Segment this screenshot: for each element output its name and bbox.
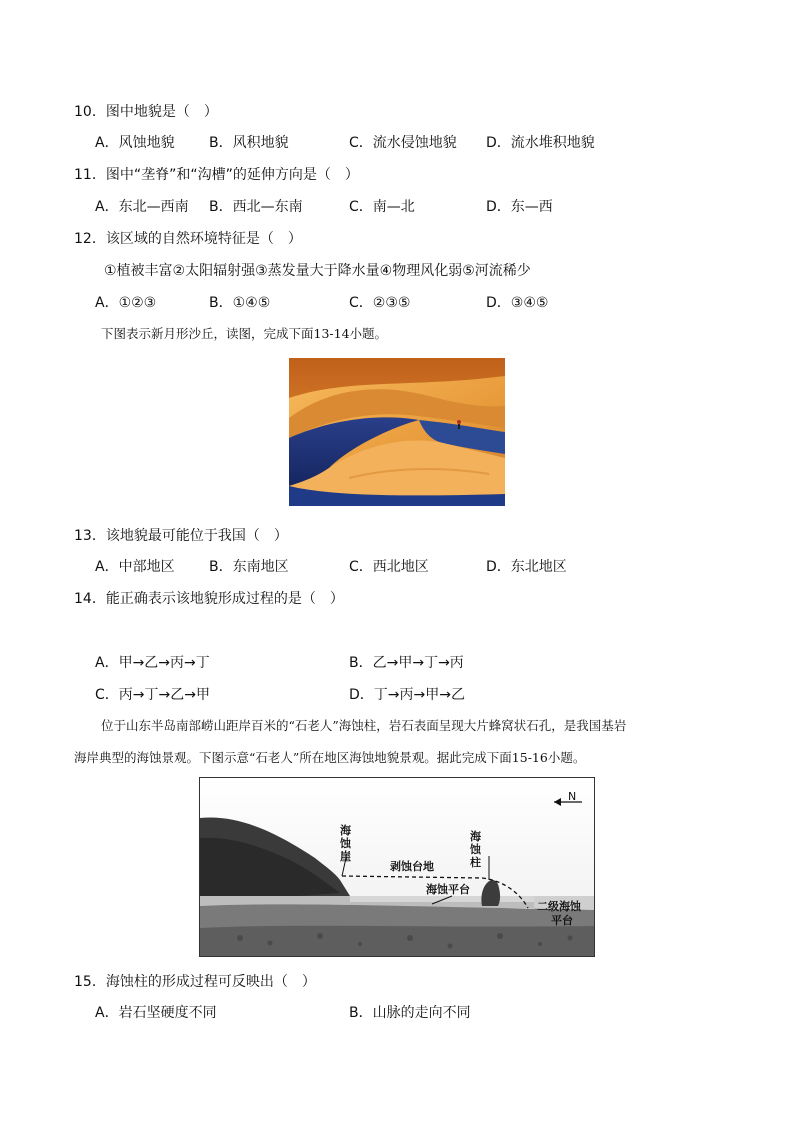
platform2-label-1: 二级海蚀 xyxy=(537,900,581,913)
q11-option-d: D．东—西 xyxy=(486,199,553,215)
q13-option-b: B．东南地区 xyxy=(209,559,289,575)
intro-15-16-line2: 海岸典型的海蚀景观。下图示意“石老人”所在地区海蚀地貌景观。据此完成下面15-16小题。 xyxy=(74,750,586,765)
sea-stack-label-2: 蚀 xyxy=(470,843,481,856)
platform2-label-2: 平台 xyxy=(551,914,573,927)
q15-option-a: A．岩石坚硬度不同 xyxy=(95,1005,217,1021)
q14-option-b: B．乙→甲→丁→丙 xyxy=(349,655,464,671)
q11-option-b: B．西北—东南 xyxy=(209,199,303,215)
q14-option-c: C．丙→丁→乙→甲 xyxy=(95,687,210,703)
q13-option-a: A．中部地区 xyxy=(95,559,175,575)
sea-erosion-figure xyxy=(199,777,595,957)
q12-option-c: C．②③⑤ xyxy=(349,295,411,311)
q11-stem: 11．图中“垄脊”和“沟槽”的延伸方向是（ ） xyxy=(74,167,359,183)
intro-13-14: 下图表示新月形沙丘，读图，完成下面13-14小题。 xyxy=(101,326,388,341)
q11-option-a: A．东北—西南 xyxy=(95,199,189,215)
sea-cliff-label-3: 崖 xyxy=(340,850,351,863)
q15-option-b: B．山脉的走向不同 xyxy=(349,1005,471,1021)
q14-option-d: D．丁→丙→甲→乙 xyxy=(349,687,465,703)
crescent-dune-photo xyxy=(289,358,505,506)
intro-15-16-line1: 位于山东半岛南部崂山距岸百米的“石老人”海蚀柱，岩石表面呈现大片蜂窝状石孔，是我国基岩 xyxy=(101,718,627,733)
q10-option-c: C．流水侵蚀地貌 xyxy=(349,135,457,151)
q13-option-c: C．西北地区 xyxy=(349,559,429,575)
q12-option-d: D．③④⑤ xyxy=(486,295,549,311)
terrace-label: 剥蚀台地 xyxy=(390,860,434,873)
sea-stack-label-1: 海 xyxy=(470,830,481,843)
q10-option-a: A．风蚀地貌 xyxy=(95,135,175,151)
q12-option-a: A．①②③ xyxy=(95,295,157,311)
q14-option-a: A．甲→乙→丙→丁 xyxy=(95,655,210,671)
q11-option-c: C．南—北 xyxy=(349,199,415,215)
sea-cliff-label-2: 蚀 xyxy=(340,837,351,850)
north-label: N xyxy=(568,790,577,803)
q12-stem: 12．该区域的自然环境特征是（ ） xyxy=(74,231,302,247)
q15-stem: 15．海蚀柱的形成过程可反映出（ ） xyxy=(74,974,316,990)
platform-label: 海蚀平台 xyxy=(426,883,470,896)
sea-stack-label-3: 柱 xyxy=(470,856,481,869)
sea-cliff-label-1: 海 xyxy=(340,824,351,837)
q13-option-d: D．东北地区 xyxy=(486,559,567,575)
q10-option-d: D．流水堆积地貌 xyxy=(486,135,595,151)
q14-stem: 14．能正确表示该地貌形成过程的是（ ） xyxy=(74,591,344,607)
q12-option-b: B．①④⑤ xyxy=(209,295,271,311)
q13-stem: 13．该地貌最可能位于我国（ ） xyxy=(74,528,288,544)
q12-statements: ①植被丰富②太阳辐射强③蒸发量大于降水量④物理风化弱⑤河流稀少 xyxy=(104,263,531,279)
q10-stem: 10．图中地貌是（ ） xyxy=(74,104,218,120)
q10-option-b: B．风积地貌 xyxy=(209,135,289,151)
